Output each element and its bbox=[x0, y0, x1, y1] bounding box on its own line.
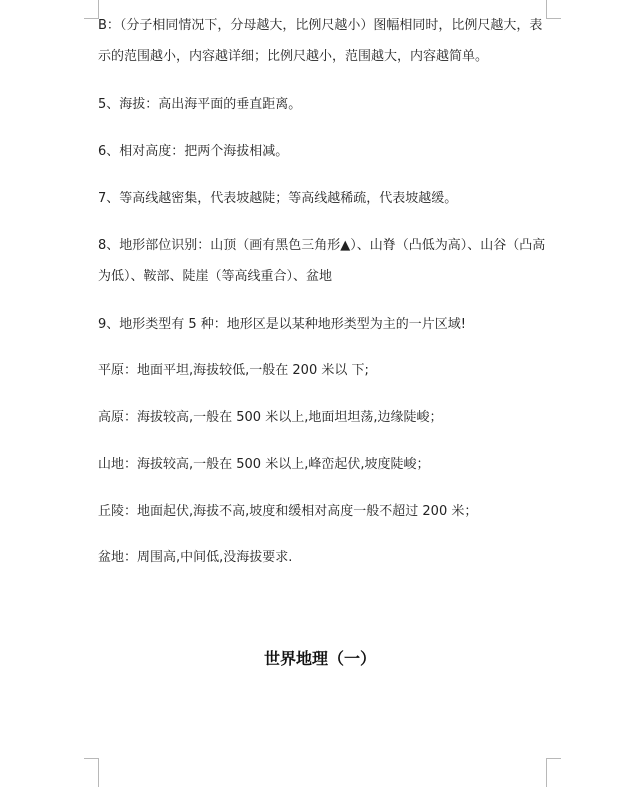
paragraph-mountain: 山地：海拔较高,一般在 500 米以上,峰峦起伏,坡度陡峻； bbox=[98, 457, 430, 472]
paragraph-plain: 平原：地面平坦,海拔较低,一般在 200 米以 下; bbox=[98, 363, 369, 378]
paragraph-plateau: 高原：海拔较高,一般在 500 米以上,地面坦坦荡,边缘陡峻； bbox=[98, 410, 443, 425]
section-heading: 世界地理（一） bbox=[263, 649, 376, 668]
paragraph-scale-note: B：（分子相同情况下，分母越大，比例尺越小）图幅相同时，比例尺越大，表示的范围越小，内容越详细；比例尺越小，范围越大，内容越简单。 bbox=[98, 18, 543, 64]
page-corner-mark-bottom-right bbox=[546, 758, 561, 787]
page-corner-mark-top-left bbox=[84, 0, 99, 19]
paragraph-relative-height: 6、相对高度：把两个海拔相减。 bbox=[98, 144, 289, 159]
paragraph-terrain-parts: 8、地形部位识别：山顶（画有黑色三角形▲）、山脊（凸低为高）、山谷（凸高为低）、鞍部、陡崖（等高线重合）、盆地 bbox=[98, 238, 546, 284]
paragraph-contour-density: 7、等高线越密集，代表坡越陡；等高线越稀疏，代表坡越缓。 bbox=[98, 191, 458, 206]
paragraph-basin: 盆地：周围高,中间低,没海拔要求. bbox=[98, 550, 293, 565]
paragraph-altitude: 5、海拔：高出海平面的垂直距离。 bbox=[98, 97, 302, 112]
paragraph-hills: 丘陵：地面起伏,海拔不高,坡度和缓相对高度一般不超过 200 米； bbox=[98, 504, 478, 519]
paragraph-terrain-types: 9、地形类型有 5 种：地形区是以某种地形类型为主的一片区域! bbox=[98, 317, 467, 332]
page-corner-mark-bottom-left bbox=[84, 758, 99, 787]
